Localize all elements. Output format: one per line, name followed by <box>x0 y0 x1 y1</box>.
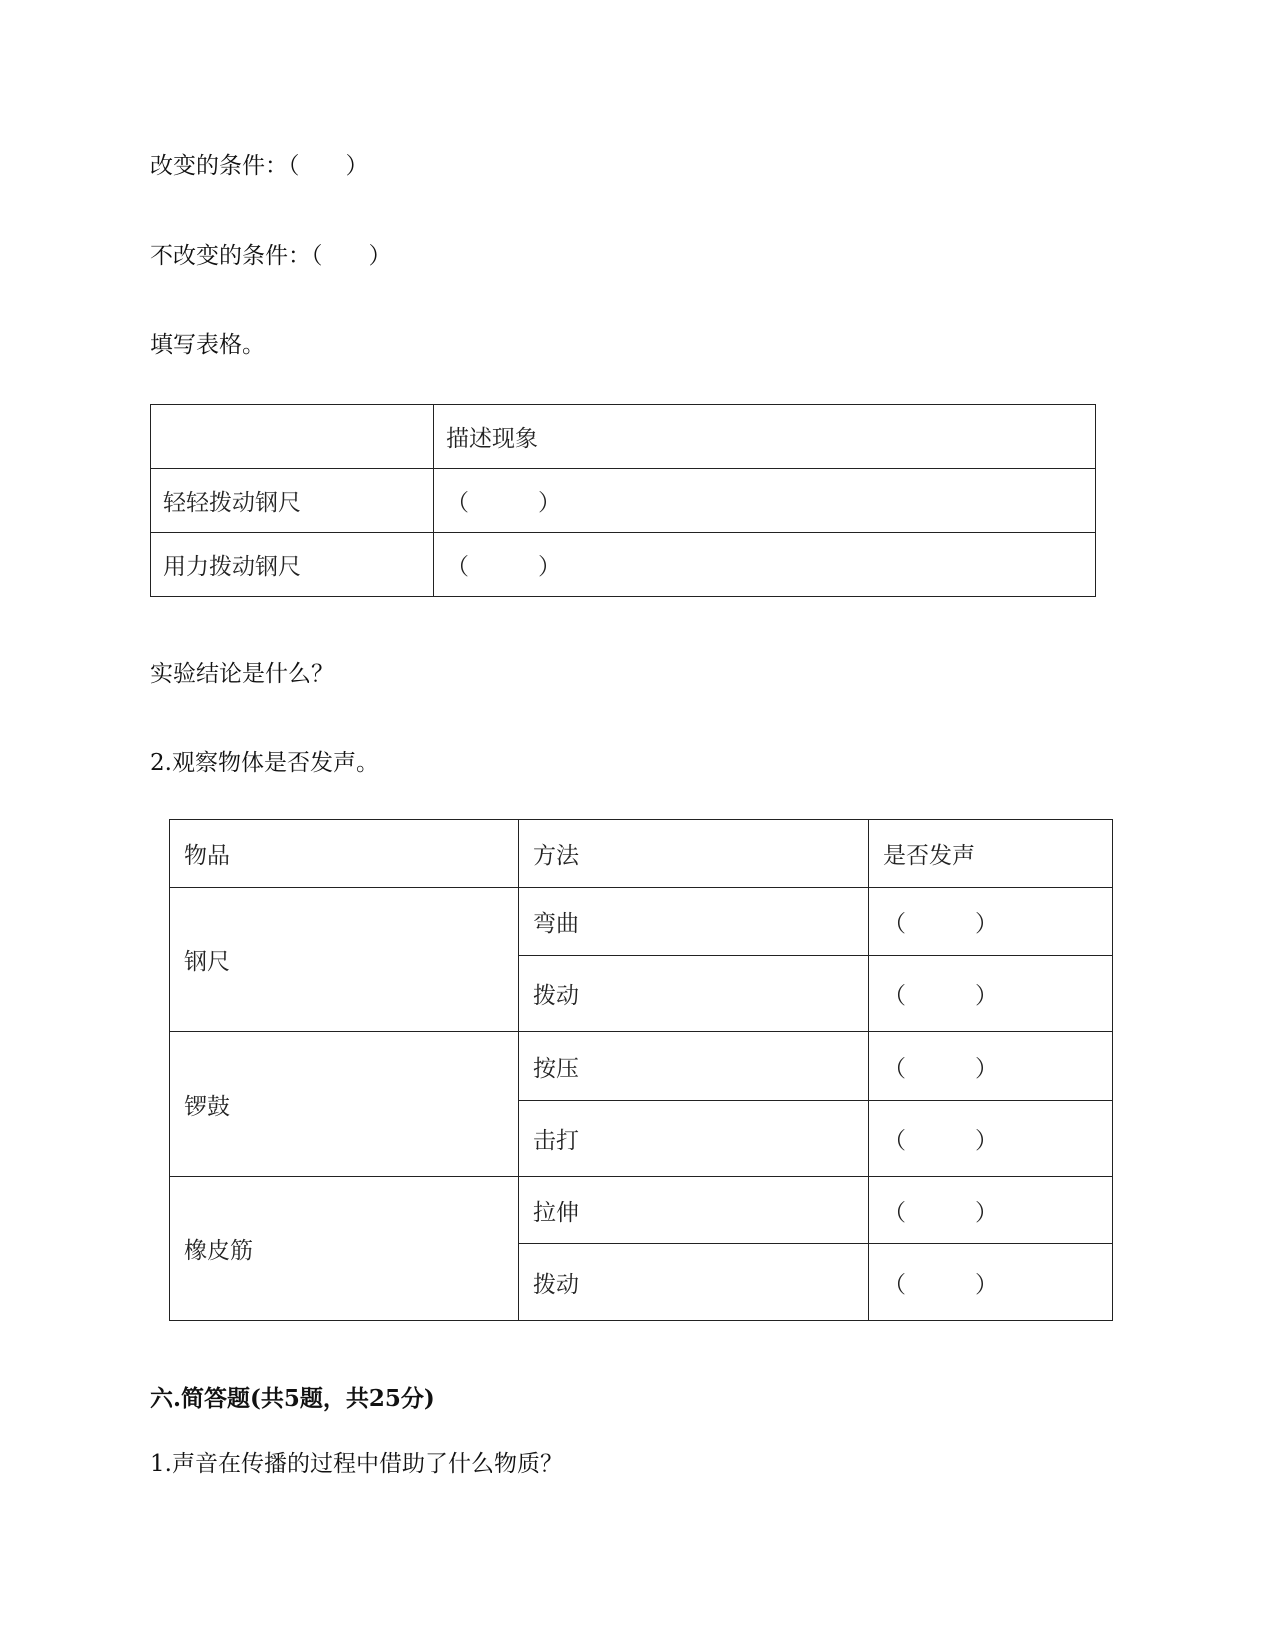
method-cell: 拉伸 <box>519 1177 869 1244</box>
table-row <box>151 469 1096 533</box>
conclusion-question: 实验结论是什么？ <box>150 661 334 687</box>
table-header-cell: 是否发声 <box>869 820 1113 888</box>
method-cell: 按压 <box>519 1032 869 1101</box>
method-cell: 拨动 <box>519 956 869 1032</box>
table-header-cell: 描述现象 <box>434 405 1096 469</box>
answer-blank[interactable]: （ ） <box>434 533 1096 597</box>
table-header-row <box>151 405 1096 469</box>
table-header-cell: 方法 <box>519 820 869 888</box>
unchanged-condition-line: 不改变的条件：（ ） <box>150 243 392 269</box>
item-cell: 锣鼓 <box>170 1032 519 1177</box>
phenomenon-table <box>150 404 1096 597</box>
item-cell: 橡皮筋 <box>170 1177 519 1321</box>
answer-blank[interactable]: （ ） <box>869 888 1113 956</box>
changed-condition-line: 改变的条件：（ ） <box>150 153 369 179</box>
answer-blank[interactable]: （ ） <box>869 1101 1113 1177</box>
section-six-heading: 六.简答题(共5题，共25分) <box>150 1385 435 1412</box>
table-header-cell <box>151 405 434 469</box>
answer-blank[interactable]: （ ） <box>869 1244 1113 1321</box>
table-row <box>151 533 1096 597</box>
table-header-row <box>170 820 1113 888</box>
table-row <box>170 1177 1113 1244</box>
table-row <box>170 1032 1113 1101</box>
item-cell: 钢尺 <box>170 888 519 1032</box>
method-cell: 击打 <box>519 1101 869 1177</box>
answer-blank[interactable]: （ ） <box>434 469 1096 533</box>
sound-observation-table <box>169 819 1113 1321</box>
table-header-cell: 物品 <box>170 820 519 888</box>
method-cell: 拨动 <box>519 1244 869 1321</box>
question-2-title: 2.观察物体是否发声。 <box>150 750 379 776</box>
answer-blank[interactable]: （ ） <box>869 1032 1113 1101</box>
table-cell: 用力拨动钢尺 <box>151 533 434 597</box>
answer-blank[interactable]: （ ） <box>869 956 1113 1032</box>
answer-blank[interactable]: （ ） <box>869 1177 1113 1244</box>
method-cell: 弯曲 <box>519 888 869 956</box>
short-answer-question-1: 1.声音在传播的过程中借助了什么物质？ <box>150 1451 563 1477</box>
table-row <box>170 888 1113 956</box>
table-cell: 轻轻拨动钢尺 <box>151 469 434 533</box>
fill-table-instruction: 填写表格。 <box>150 332 265 358</box>
